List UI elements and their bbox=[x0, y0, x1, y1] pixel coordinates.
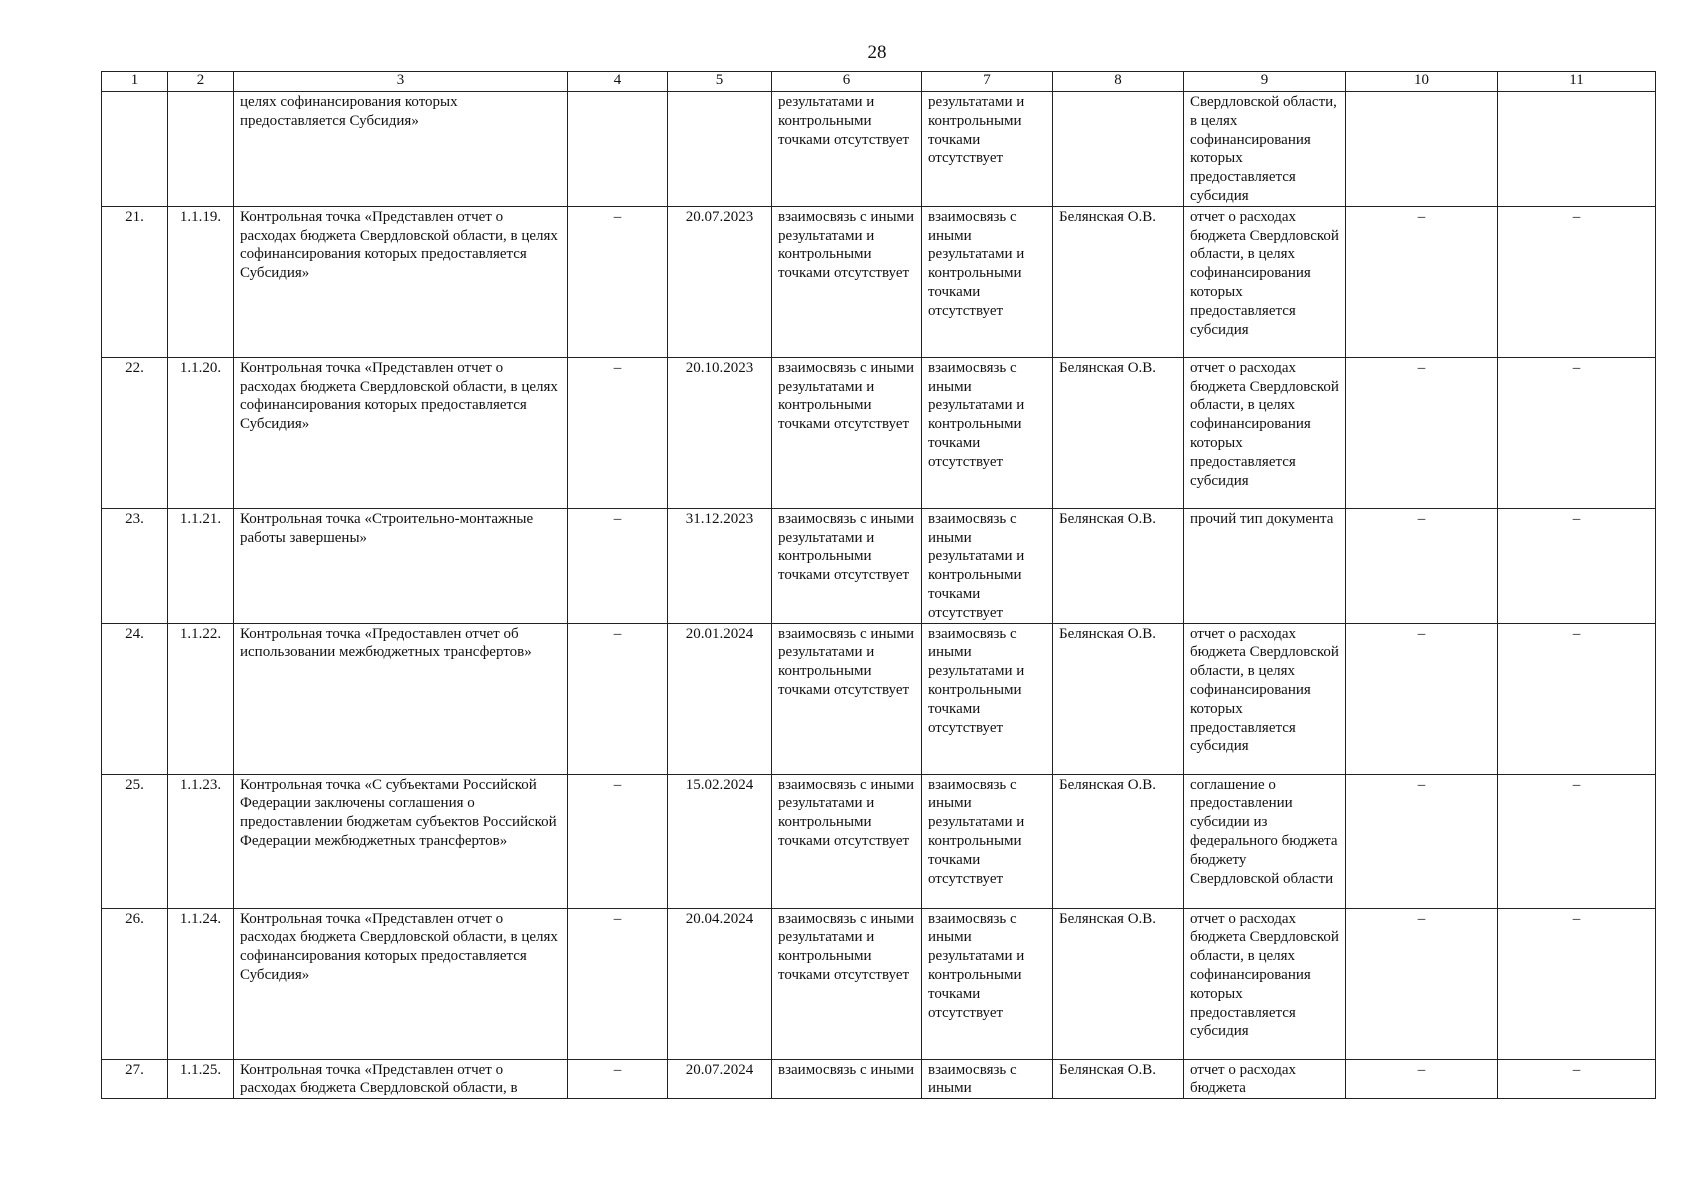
due-date-cell: 20.07.2023 bbox=[668, 206, 772, 357]
base-date-cell: – bbox=[568, 357, 668, 508]
item-code-cell: 1.1.22. bbox=[168, 623, 234, 774]
responsible-cell: Белянская О.В. bbox=[1053, 206, 1184, 357]
responsible-cell: Белянская О.В. bbox=[1053, 623, 1184, 774]
item-code-cell: 1.1.23. bbox=[168, 774, 234, 908]
item-code-cell: 1.1.20. bbox=[168, 357, 234, 508]
successor-cell: результатами и контрольными точками отсутствует bbox=[922, 92, 1053, 207]
predecessor-cell: взаимосвязь с иными результатами и контрольными точками отсутствует bbox=[772, 206, 922, 357]
table-row bbox=[102, 206, 1656, 357]
row-number-cell: 25. bbox=[102, 774, 168, 908]
successor-cell: взаимосвязь с иными bbox=[922, 1059, 1053, 1099]
description-cell: Контрольная точка «Представлен отчет о расходах бюджета Свердловской области, в bbox=[234, 1059, 568, 1099]
document-type-cell: Свердловской области, в целях софинансирования которых предоставляется субсидия bbox=[1184, 92, 1346, 207]
predecessor-cell: результатами и контрольными точками отсутствует bbox=[772, 92, 922, 207]
column-number-row bbox=[102, 72, 1656, 92]
predecessor-cell: взаимосвязь с иными результатами и контрольными точками отсутствует bbox=[772, 908, 922, 1059]
column-number: 2 bbox=[168, 72, 234, 92]
table-row bbox=[102, 774, 1656, 908]
document-type-cell: отчет о расходах бюджета bbox=[1184, 1059, 1346, 1099]
description-cell: Контрольная точка «Представлен отчет о расходах бюджета Свердловской области, в целях софинансирования которых предоставляется Субсидия» bbox=[234, 908, 568, 1059]
document-type-cell: соглашение о предоставлении субсидии из федерального бюджета бюджету Свердловской области bbox=[1184, 774, 1346, 908]
responsible-cell: Белянская О.В. bbox=[1053, 357, 1184, 508]
table-row bbox=[102, 357, 1656, 508]
item-code-cell: 1.1.24. bbox=[168, 908, 234, 1059]
column-number: 4 bbox=[568, 72, 668, 92]
document-type-cell: отчет о расходах бюджета Свердловской области, в целях софинансирования которых предоставляется субсидия bbox=[1184, 206, 1346, 357]
due-date-cell: 31.12.2023 bbox=[668, 508, 772, 623]
base-date-cell: – bbox=[568, 908, 668, 1059]
column-number: 9 bbox=[1184, 72, 1346, 92]
table-row bbox=[102, 1059, 1656, 1099]
column-number: 6 bbox=[772, 72, 922, 92]
responsible-cell bbox=[1053, 92, 1184, 207]
table-row bbox=[102, 92, 1656, 207]
successor-cell: взаимосвязь с иными результатами и контрольными точками отсутствует bbox=[922, 508, 1053, 623]
row-number-cell: 26. bbox=[102, 908, 168, 1059]
base-date-cell bbox=[568, 92, 668, 207]
description-cell: целях софинансирования которых предоставляется Субсидия» bbox=[234, 92, 568, 207]
column-number: 3 bbox=[234, 72, 568, 92]
column-11-cell: – bbox=[1498, 1059, 1656, 1099]
base-date-cell: – bbox=[568, 774, 668, 908]
table-row bbox=[102, 908, 1656, 1059]
column-11-cell: – bbox=[1498, 508, 1656, 623]
column-11-cell: – bbox=[1498, 774, 1656, 908]
predecessor-cell: взаимосвязь с иными результатами и контрольными точками отсутствует bbox=[772, 623, 922, 774]
column-11-cell bbox=[1498, 92, 1656, 207]
column-number: 1 bbox=[102, 72, 168, 92]
due-date-cell: 20.04.2024 bbox=[668, 908, 772, 1059]
column-number: 5 bbox=[668, 72, 772, 92]
description-cell: Контрольная точка «Строительно-монтажные работы завершены» bbox=[234, 508, 568, 623]
item-code-cell: 1.1.21. bbox=[168, 508, 234, 623]
responsible-cell: Белянская О.В. bbox=[1053, 774, 1184, 908]
successor-cell: взаимосвязь с иными результатами и контрольными точками отсутствует bbox=[922, 357, 1053, 508]
table-row bbox=[102, 623, 1656, 774]
row-number-cell: 21. bbox=[102, 206, 168, 357]
item-code-cell: 1.1.25. bbox=[168, 1059, 234, 1099]
due-date-cell: 15.02.2024 bbox=[668, 774, 772, 908]
predecessor-cell: взаимосвязь с иными bbox=[772, 1059, 922, 1099]
item-code-cell bbox=[168, 92, 234, 207]
column-10-cell: – bbox=[1346, 206, 1498, 357]
base-date-cell: – bbox=[568, 623, 668, 774]
column-11-cell: – bbox=[1498, 623, 1656, 774]
row-number-cell: 23. bbox=[102, 508, 168, 623]
successor-cell: взаимосвязь с иными результатами и контрольными точками отсутствует bbox=[922, 206, 1053, 357]
description-cell: Контрольная точка «Предоставлен отчет об использовании межбюджетных трансфертов» bbox=[234, 623, 568, 774]
control-points-table bbox=[101, 71, 1656, 1099]
document-type-cell: отчет о расходах бюджета Свердловской области, в целях софинансирования которых предоставляется субсидия bbox=[1184, 623, 1346, 774]
description-cell: Контрольная точка «С субъектами Российской Федерации заключены соглашения о предоставлении бюджетам субъектов Российской Федерации межбюджетных трансфертов» bbox=[234, 774, 568, 908]
page-number: 28 bbox=[867, 42, 887, 63]
base-date-cell: – bbox=[568, 508, 668, 623]
document-type-cell: прочий тип документа bbox=[1184, 508, 1346, 623]
successor-cell: взаимосвязь с иными результатами и контрольными точками отсутствует bbox=[922, 623, 1053, 774]
row-number-cell: 24. bbox=[102, 623, 168, 774]
column-10-cell: – bbox=[1346, 508, 1498, 623]
column-number: 10 bbox=[1346, 72, 1498, 92]
description-cell: Контрольная точка «Представлен отчет о расходах бюджета Свердловской области, в целях софинансирования которых предоставляется Субсидия» bbox=[234, 206, 568, 357]
table-row bbox=[102, 508, 1656, 623]
due-date-cell: 20.01.2024 bbox=[668, 623, 772, 774]
column-10-cell: – bbox=[1346, 774, 1498, 908]
due-date-cell: 20.07.2024 bbox=[668, 1059, 772, 1099]
row-number-cell: 22. bbox=[102, 357, 168, 508]
base-date-cell: – bbox=[568, 1059, 668, 1099]
successor-cell: взаимосвязь с иными результатами и контрольными точками отсутствует bbox=[922, 774, 1053, 908]
row-number-cell bbox=[102, 92, 168, 207]
predecessor-cell: взаимосвязь с иными результатами и контрольными точками отсутствует bbox=[772, 774, 922, 908]
item-code-cell: 1.1.19. bbox=[168, 206, 234, 357]
due-date-cell bbox=[668, 92, 772, 207]
responsible-cell: Белянская О.В. bbox=[1053, 908, 1184, 1059]
responsible-cell: Белянская О.В. bbox=[1053, 508, 1184, 623]
document-type-cell: отчет о расходах бюджета Свердловской области, в целях софинансирования которых предоставляется субсидия bbox=[1184, 357, 1346, 508]
column-10-cell bbox=[1346, 92, 1498, 207]
column-number: 8 bbox=[1053, 72, 1184, 92]
column-10-cell: – bbox=[1346, 357, 1498, 508]
column-number: 11 bbox=[1498, 72, 1656, 92]
successor-cell: взаимосвязь с иными результатами и контрольными точками отсутствует bbox=[922, 908, 1053, 1059]
column-10-cell: – bbox=[1346, 623, 1498, 774]
base-date-cell: – bbox=[568, 206, 668, 357]
column-number: 7 bbox=[922, 72, 1053, 92]
column-11-cell: – bbox=[1498, 908, 1656, 1059]
row-number-cell: 27. bbox=[102, 1059, 168, 1099]
column-10-cell: – bbox=[1346, 1059, 1498, 1099]
predecessor-cell: взаимосвязь с иными результатами и контрольными точками отсутствует bbox=[772, 508, 922, 623]
due-date-cell: 20.10.2023 bbox=[668, 357, 772, 508]
predecessor-cell: взаимосвязь с иными результатами и контрольными точками отсутствует bbox=[772, 357, 922, 508]
document-type-cell: отчет о расходах бюджета Свердловской области, в целях софинансирования которых предоставляется субсидия bbox=[1184, 908, 1346, 1059]
column-11-cell: – bbox=[1498, 206, 1656, 357]
description-cell: Контрольная точка «Представлен отчет о расходах бюджета Свердловской области, в целях софинансирования которых предоставляется Субсидия» bbox=[234, 357, 568, 508]
responsible-cell: Белянская О.В. bbox=[1053, 1059, 1184, 1099]
column-10-cell: – bbox=[1346, 908, 1498, 1059]
column-11-cell: – bbox=[1498, 357, 1656, 508]
